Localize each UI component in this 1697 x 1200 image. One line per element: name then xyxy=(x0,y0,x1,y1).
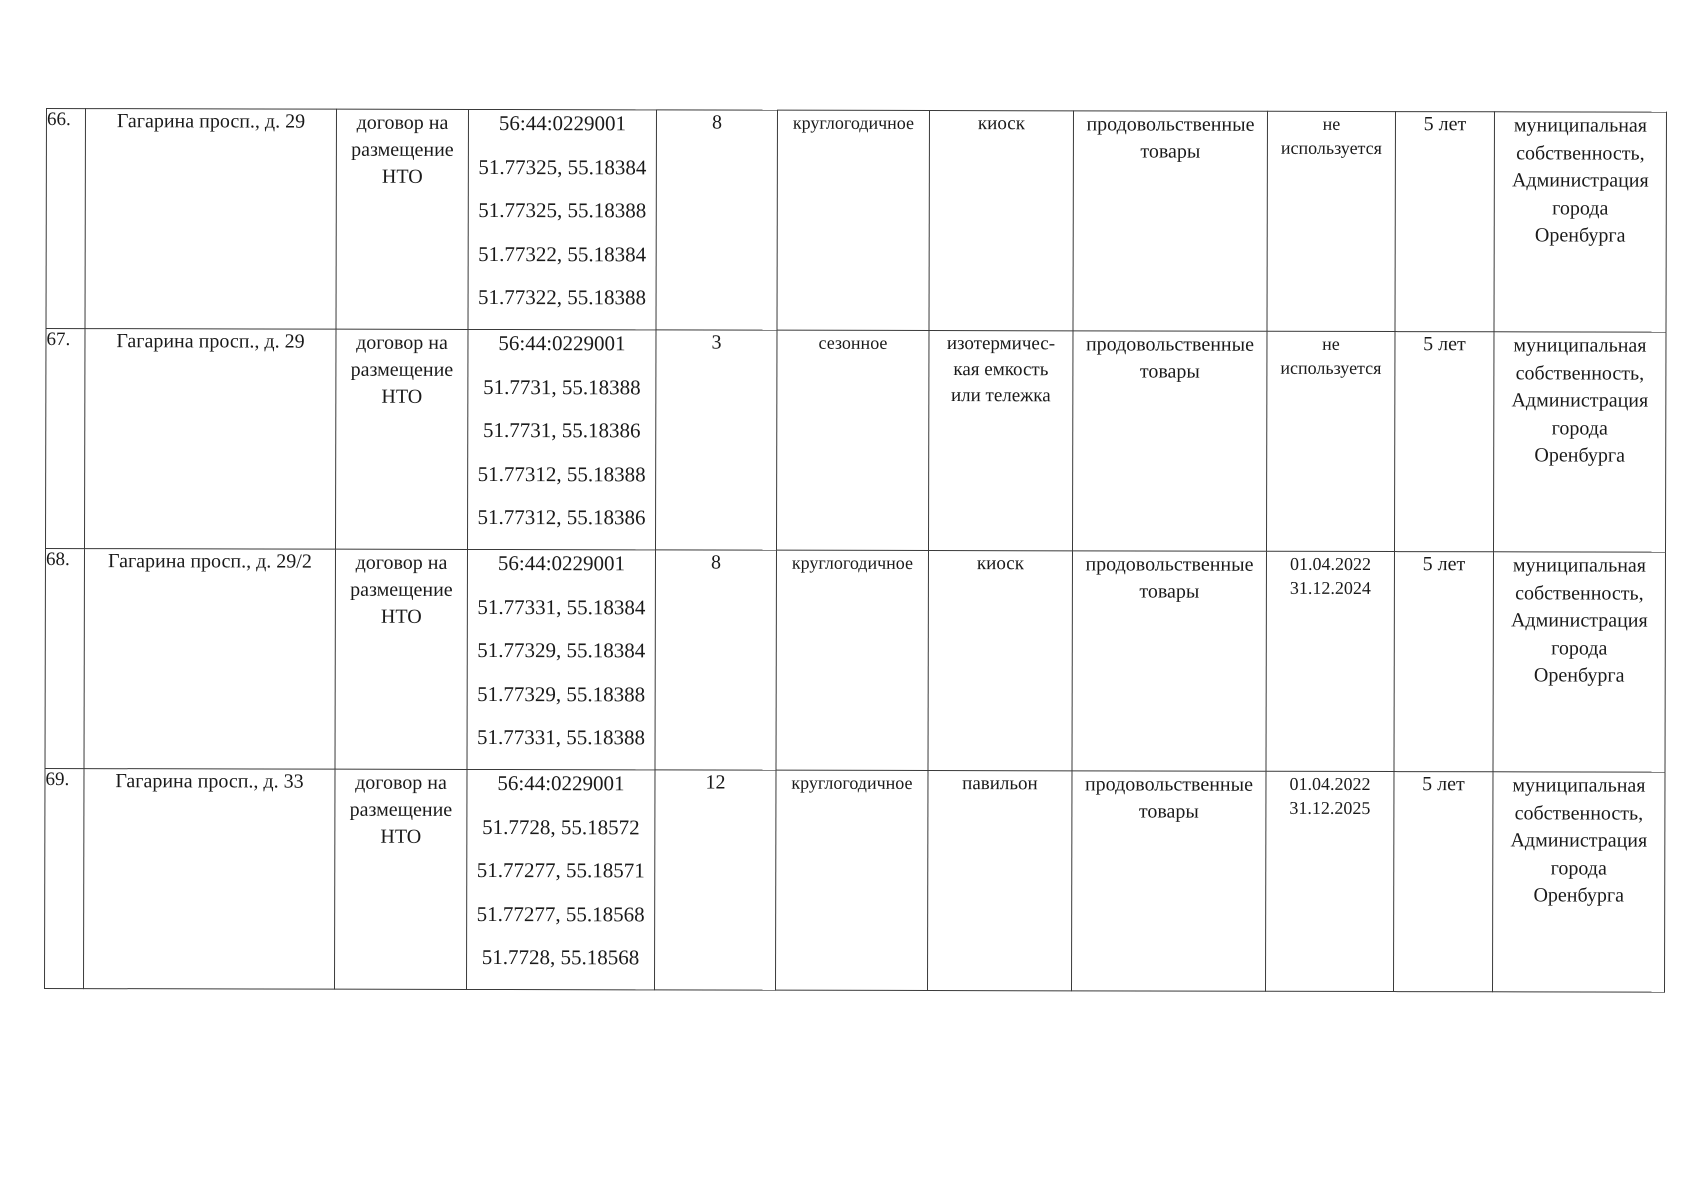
object-type-cell xyxy=(927,771,1071,991)
cadastral-number: 56:44:0229001 xyxy=(498,111,627,136)
object-type-line: киоск xyxy=(977,113,1026,135)
basis-line: размещение xyxy=(349,798,453,821)
specialization-line: товары xyxy=(1139,360,1200,383)
specialization-line: продовольственные xyxy=(1085,333,1254,356)
coordinates-cell xyxy=(467,769,655,989)
owner-line: собственность, xyxy=(1514,801,1644,825)
address-cell: Гагарина просп., д. 29 xyxy=(85,109,336,330)
row-number: 67. xyxy=(46,329,85,549)
term-cell: 5 лет xyxy=(1394,552,1493,772)
cadastral-number: 56:44:0229001 xyxy=(497,771,625,796)
coordinate-pair: 51.77331, 55.18388 xyxy=(477,724,646,750)
coordinate-pair: 51.77325, 55.18384 xyxy=(478,154,647,179)
period-cell: сезонное xyxy=(776,330,928,550)
basis-line: НТО xyxy=(381,385,423,408)
table-row xyxy=(46,109,1666,333)
coordinate-pair: 51.77312, 55.18386 xyxy=(477,504,646,530)
basis-cell xyxy=(336,109,468,329)
cadastral-number: 56:44:0229001 xyxy=(497,551,626,576)
owner-cell xyxy=(1493,332,1665,552)
area-cell: 3 xyxy=(655,330,776,550)
object-type-cell xyxy=(929,111,1073,331)
owner-line: Оренбурга xyxy=(1534,224,1626,247)
owner-line: собственность, xyxy=(1515,581,1644,605)
basis-line: размещение xyxy=(350,578,453,601)
term-cell: 5 лет xyxy=(1395,112,1494,332)
owner-line: Оренбурга xyxy=(1533,664,1625,687)
address-cell: Гагарина просп., д. 29 xyxy=(85,329,336,550)
owner-line: города xyxy=(1551,636,1608,660)
basis-line: НТО xyxy=(381,165,423,188)
usage-line: используется xyxy=(1280,357,1382,379)
cadastral-number: 56:44:0229001 xyxy=(498,331,626,356)
coordinates-cell xyxy=(467,329,655,549)
specialization-cell xyxy=(1072,551,1266,771)
table-row xyxy=(45,549,1665,773)
coordinates-cell xyxy=(467,549,655,769)
object-type-cell xyxy=(928,331,1072,551)
owner-line: города xyxy=(1552,196,1609,220)
address-cell: Гагарина просп., д. 29/2 xyxy=(84,549,335,770)
coordinate-pair: 51.77329, 55.18388 xyxy=(477,681,646,706)
coordinate-pair: 51.7728, 55.18568 xyxy=(481,944,640,970)
object-type-cell xyxy=(928,551,1072,771)
owner-line: собственность, xyxy=(1516,141,1645,165)
term-cell: 5 лет xyxy=(1393,772,1492,992)
basis-cell xyxy=(335,769,467,989)
owner-line: муниципальная xyxy=(1512,774,1646,797)
coordinate-pair: 51.77277, 55.18568 xyxy=(476,901,645,926)
owner-line: города xyxy=(1550,856,1607,880)
nto-placement-table xyxy=(44,108,1667,993)
term-cell: 5 лет xyxy=(1394,332,1493,552)
coordinate-pair: 51.77312, 55.18388 xyxy=(477,461,646,486)
object-type-line: кая емкость xyxy=(953,359,1049,381)
basis-line: НТО xyxy=(380,605,422,628)
coordinate-pair: 51.77325, 55.18388 xyxy=(478,197,647,223)
specialization-line: продовольственные xyxy=(1086,113,1255,136)
specialization-line: продовольственные xyxy=(1084,773,1253,796)
address-cell: Гагарина просп., д. 33 xyxy=(84,769,335,990)
specialization-line: товары xyxy=(1139,580,1200,603)
basis-line: договор на xyxy=(355,551,448,574)
specialization-cell xyxy=(1071,771,1265,991)
usage-cell xyxy=(1267,111,1395,331)
basis-line: размещение xyxy=(350,358,454,381)
specialization-line: товары xyxy=(1140,140,1201,163)
object-type-line: павильон xyxy=(962,773,1038,795)
basis-line: договор на xyxy=(356,111,449,134)
table-row xyxy=(45,768,1665,992)
coordinate-pair: 51.7731, 55.18388 xyxy=(483,374,641,399)
owner-line: муниципальная xyxy=(1513,114,1648,137)
coordinate-pair: 51.77331, 55.18384 xyxy=(477,594,646,619)
basis-cell xyxy=(335,549,467,769)
coordinate-pair: 51.7728, 55.18572 xyxy=(482,814,640,839)
specialization-cell xyxy=(1072,331,1266,551)
usage-line: 31.12.2025 xyxy=(1289,797,1371,819)
usage-line: 31.12.2024 xyxy=(1289,577,1371,599)
usage-cell xyxy=(1265,771,1393,991)
area-cell: 8 xyxy=(656,110,777,330)
basis-line: договор на xyxy=(356,331,448,354)
object-type-line: изотермичес- xyxy=(946,333,1056,355)
coordinate-pair: 51.77329, 55.18384 xyxy=(477,637,646,663)
owner-line: города xyxy=(1551,416,1608,440)
owner-line: Оренбурга xyxy=(1534,444,1626,467)
usage-line: используется xyxy=(1280,137,1382,159)
period-cell: круглогодичное xyxy=(777,110,929,330)
owner-line: Администрация xyxy=(1510,609,1648,632)
owner-cell xyxy=(1493,552,1665,772)
coordinate-pair: 51.7731, 55.18386 xyxy=(482,417,641,443)
usage-line: 01.04.2022 xyxy=(1289,553,1371,575)
usage-cell xyxy=(1266,331,1394,551)
owner-cell xyxy=(1494,112,1666,332)
owner-line: муниципальная xyxy=(1512,554,1647,577)
usage-line: 01.04.2022 xyxy=(1289,773,1371,795)
specialization-cell xyxy=(1073,111,1267,331)
specialization-line: продовольственные xyxy=(1085,553,1254,576)
object-type-line: или тележка xyxy=(950,385,1051,407)
basis-cell xyxy=(335,329,467,549)
owner-line: Администрация xyxy=(1511,169,1649,192)
owner-line: муниципальная xyxy=(1513,334,1647,357)
period-cell: круглогодичное xyxy=(776,770,928,990)
owner-cell xyxy=(1492,772,1664,992)
area-cell: 8 xyxy=(655,550,776,770)
owner-line: Администрация xyxy=(1511,389,1649,412)
basis-line: договор на xyxy=(355,771,447,794)
usage-line: не xyxy=(1322,333,1340,354)
coordinate-pair: 51.77277, 55.18571 xyxy=(476,857,645,883)
period-cell: круглогодичное xyxy=(776,550,928,770)
owner-line: Администрация xyxy=(1510,829,1648,852)
owner-line: собственность, xyxy=(1515,361,1645,385)
row-number: 68. xyxy=(45,549,84,769)
row-number: 66. xyxy=(46,109,85,329)
coordinates-cell xyxy=(468,109,656,329)
usage-cell xyxy=(1266,551,1394,771)
basis-line: размещение xyxy=(351,138,454,161)
row-number: 69. xyxy=(45,768,84,988)
specialization-line: товары xyxy=(1138,800,1199,823)
table-row xyxy=(46,329,1666,553)
basis-line: НТО xyxy=(380,825,422,848)
coordinate-pair: 51.77322, 55.18384 xyxy=(478,241,647,266)
owner-line: Оренбурга xyxy=(1533,884,1625,907)
coordinate-pair: 51.77322, 55.18388 xyxy=(478,284,647,310)
usage-line: не xyxy=(1322,113,1341,134)
area-cell: 12 xyxy=(655,770,776,990)
object-type-line: киоск xyxy=(976,553,1025,575)
